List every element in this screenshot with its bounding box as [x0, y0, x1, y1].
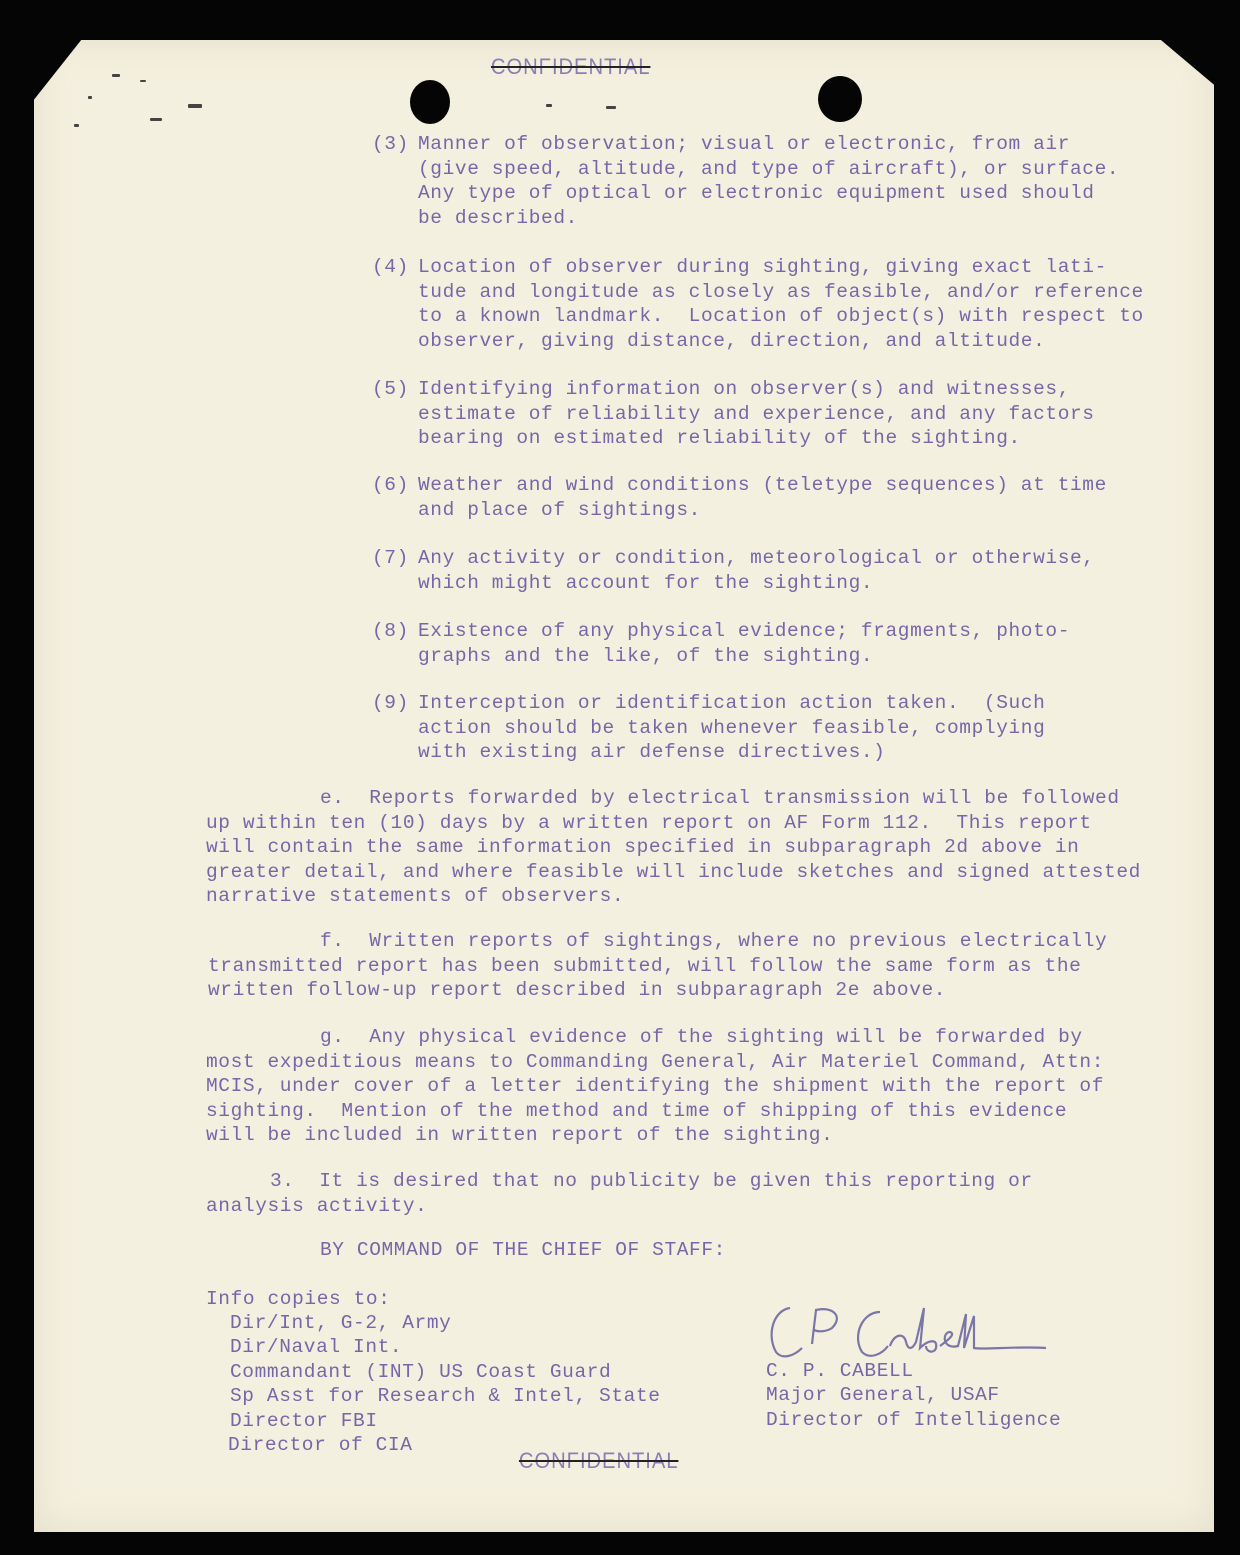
paragraph-line: written follow-up report described in subparagraph 2e above. — [208, 979, 947, 1002]
info-copy-recipient: Dir/Int, G-2, Army — [230, 1312, 452, 1334]
paper-speck — [150, 118, 162, 121]
item-text-line: (give speed, altitude, and type of aircraft), or surface. — [418, 157, 1120, 180]
item-text-line: Location of observer during sighting, giving exact lati- — [418, 256, 1107, 278]
item-number: (7) — [372, 547, 409, 569]
info-copies-heading: Info copies to: — [206, 1288, 391, 1310]
signer-name: C. P. CABELL — [766, 1360, 914, 1382]
item-text-line: and place of sightings. — [418, 498, 701, 521]
signer-rank: Major General, USAF — [766, 1384, 1000, 1406]
item-number: (4) — [372, 256, 409, 278]
paragraph-line: g. Any physical evidence of the sighting will be forwarded by — [320, 1026, 1083, 1048]
punch-hole-left — [410, 80, 450, 124]
paragraph-line: sighting. Mention of the method and time of shipping of this evidence — [206, 1099, 1068, 1122]
item-number: (8) — [372, 620, 409, 642]
paper-speck — [188, 104, 202, 108]
info-copy-recipient: Director of CIA — [228, 1434, 413, 1456]
paper-speck — [88, 96, 92, 99]
item-text-line: Manner of observation; visual or electronic, from air — [418, 133, 1071, 155]
paragraph-line: MCIS, under cover of a letter identifying the shipment with the report of — [206, 1075, 1105, 1098]
paper-speck — [74, 124, 79, 127]
item-number: (5) — [372, 378, 409, 400]
punch-hole-right — [818, 76, 862, 122]
item-text-line: Weather and wind conditions (teletype sequences) at time — [418, 474, 1107, 496]
item-number: (9) — [372, 692, 409, 714]
item-text-line: bearing on estimated reliability of the sighting. — [418, 427, 1021, 450]
item-text-line: to a known landmark. Location of object(s) with respect to — [418, 305, 1144, 328]
command-line: BY COMMAND OF THE CHIEF OF STAFF: — [320, 1239, 726, 1261]
paper-speck — [140, 80, 146, 82]
paragraph-line: will contain the same information specified in subparagraph 2d above in — [206, 836, 1080, 859]
item-text-line: estimate of reliability and experience, and any factors — [418, 402, 1095, 425]
paragraph-line: most expeditious means to Commanding General, Air Materiel Command, Attn: — [206, 1050, 1105, 1073]
item-number: (3) — [372, 133, 409, 155]
item-text-line: Any activity or condition, meteorological or otherwise, — [418, 547, 1095, 569]
item-text-line: observer, giving distance, direction, and altitude. — [418, 329, 1046, 352]
paragraph-line: narrative statements of observers. — [206, 885, 625, 908]
paragraph-line: f. Written reports of sightings, where no previous electrically — [320, 930, 1108, 952]
item-text-line: action should be taken whenever feasible, complying — [418, 716, 1046, 739]
paragraph-line: greater detail, and where feasible will include sketches and signed attested — [206, 860, 1141, 883]
info-copy-recipient: Sp Asst for Research & Intel, State — [230, 1385, 661, 1408]
info-copy-recipient: Commandant (INT) US Coast Guard — [230, 1360, 612, 1383]
handwritten-signature — [752, 1290, 1052, 1370]
item-text-line: be described. — [418, 206, 578, 229]
item-text-line: which might account for the sighting. — [418, 571, 874, 594]
paragraph-line: will be included in written report of the sighting. — [206, 1124, 834, 1147]
paragraph-line: up within ten (10) days by a written report on AF Form 112. This report — [206, 811, 1092, 834]
item-text-line: Any type of optical or electronic equipment used should — [418, 182, 1095, 205]
paragraph-line: 3. It is desired that no publicity be given this reporting or — [270, 1170, 1033, 1192]
confidential-stamp-header: CONFIDENTIAL — [490, 54, 651, 79]
paragraph-line: e. Reports forwarded by electrical transmission will be followed — [320, 787, 1120, 809]
item-text-line: Interception or identification action taken. (Such — [418, 692, 1046, 714]
item-text-line: with existing air defense directives.) — [418, 741, 886, 764]
paper-speck — [606, 106, 616, 109]
item-text-line: Identifying information on observer(s) and witnesses, — [418, 378, 1071, 400]
item-text-line: tude and longitude as closely as feasible, and/or reference — [418, 280, 1144, 303]
paper-speck — [112, 74, 120, 77]
info-copy-recipient: Dir/Naval Int. — [230, 1336, 403, 1359]
signer-title: Director of Intelligence — [766, 1409, 1062, 1431]
item-text-line: graphs and the like, of the sighting. — [418, 644, 874, 667]
item-text-line: Existence of any physical evidence; fragments, photo- — [418, 620, 1071, 642]
item-number: (6) — [372, 474, 409, 496]
confidential-stamp-footer: CONFIDENTIAL — [518, 1448, 679, 1473]
info-copy-recipient: Director FBI — [230, 1409, 378, 1432]
paragraph-line: transmitted report has been submitted, will follow the same form as the — [208, 954, 1082, 977]
paper-speck — [546, 104, 552, 107]
paragraph-line: analysis activity. — [206, 1194, 428, 1217]
